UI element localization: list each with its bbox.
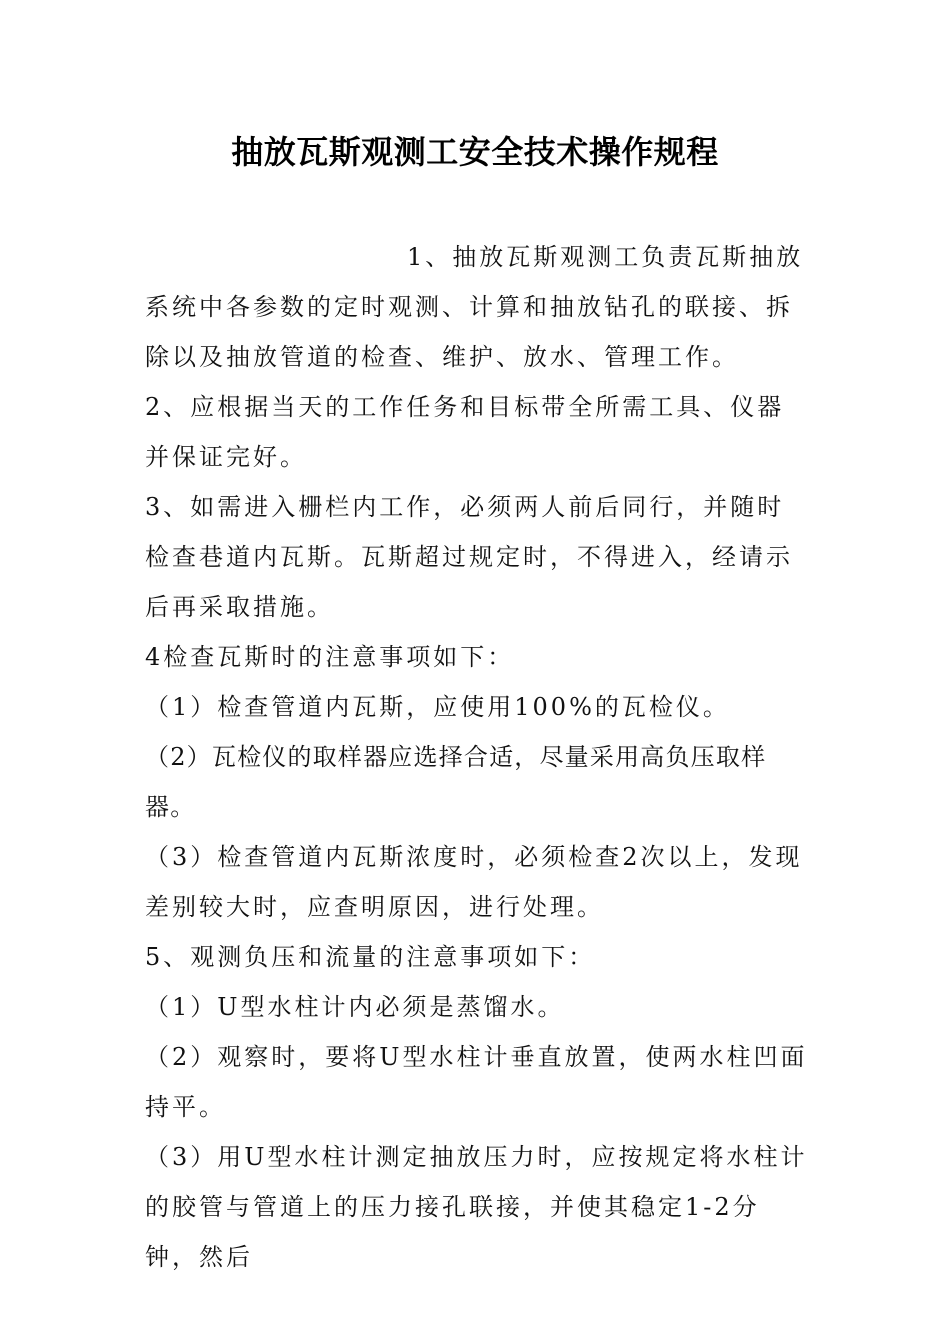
paragraph-4: 4检查瓦斯时的注意事项如下：	[145, 643, 515, 671]
paragraph-5-item-3: （3）用U型水柱计测定抽放压力时，应按规定将水柱计的胶管与管道上的压力接孔联接，并使其稳定1-2分钟，然后	[145, 1143, 808, 1271]
paragraph-3: 3、如需进入栅栏内工作，必须两人前后同行，并随时检查巷道内瓦斯。瓦斯超过规定时，不得进入，经请示后再采取措施。	[145, 493, 793, 621]
paragraph-5: 5、观测负压和流量的注意事项如下：	[145, 943, 596, 971]
paragraph-5-item-2: （2）观察时，要将U型水柱计垂直放置，使两水柱凹面持平。	[145, 1043, 808, 1121]
paragraph-4-item-2: （2）瓦检仪的取样器应选择合适，尽量采用高负压取样器。	[145, 743, 767, 821]
document-title: 抽放瓦斯观测工安全技术操作规程	[231, 133, 719, 171]
document-body	[145, 232, 809, 1282]
paragraph-2: 2、应根据当天的工作任务和目标带全所需工具、仪器并保证完好。	[145, 393, 785, 471]
paragraph-4-item-1: （1）检查管道内瓦斯，应使用100%的瓦检仪。	[145, 693, 730, 721]
paragraph-5-item-1: （1）U型水柱计内必须是蒸馏水。	[145, 993, 565, 1021]
paragraph-1: 1、抽放瓦斯观测工负责瓦斯抽放系统中各参数的定时观测、计算和抽放钻孔的联接、拆除以及抽放管道的检查、维护、放水、管理工作。	[145, 243, 804, 371]
paragraph-4-item-3: （3）检查管道内瓦斯浓度时，必须检查2次以上，发现差别较大时，应查明原因，进行处理。	[145, 843, 803, 921]
